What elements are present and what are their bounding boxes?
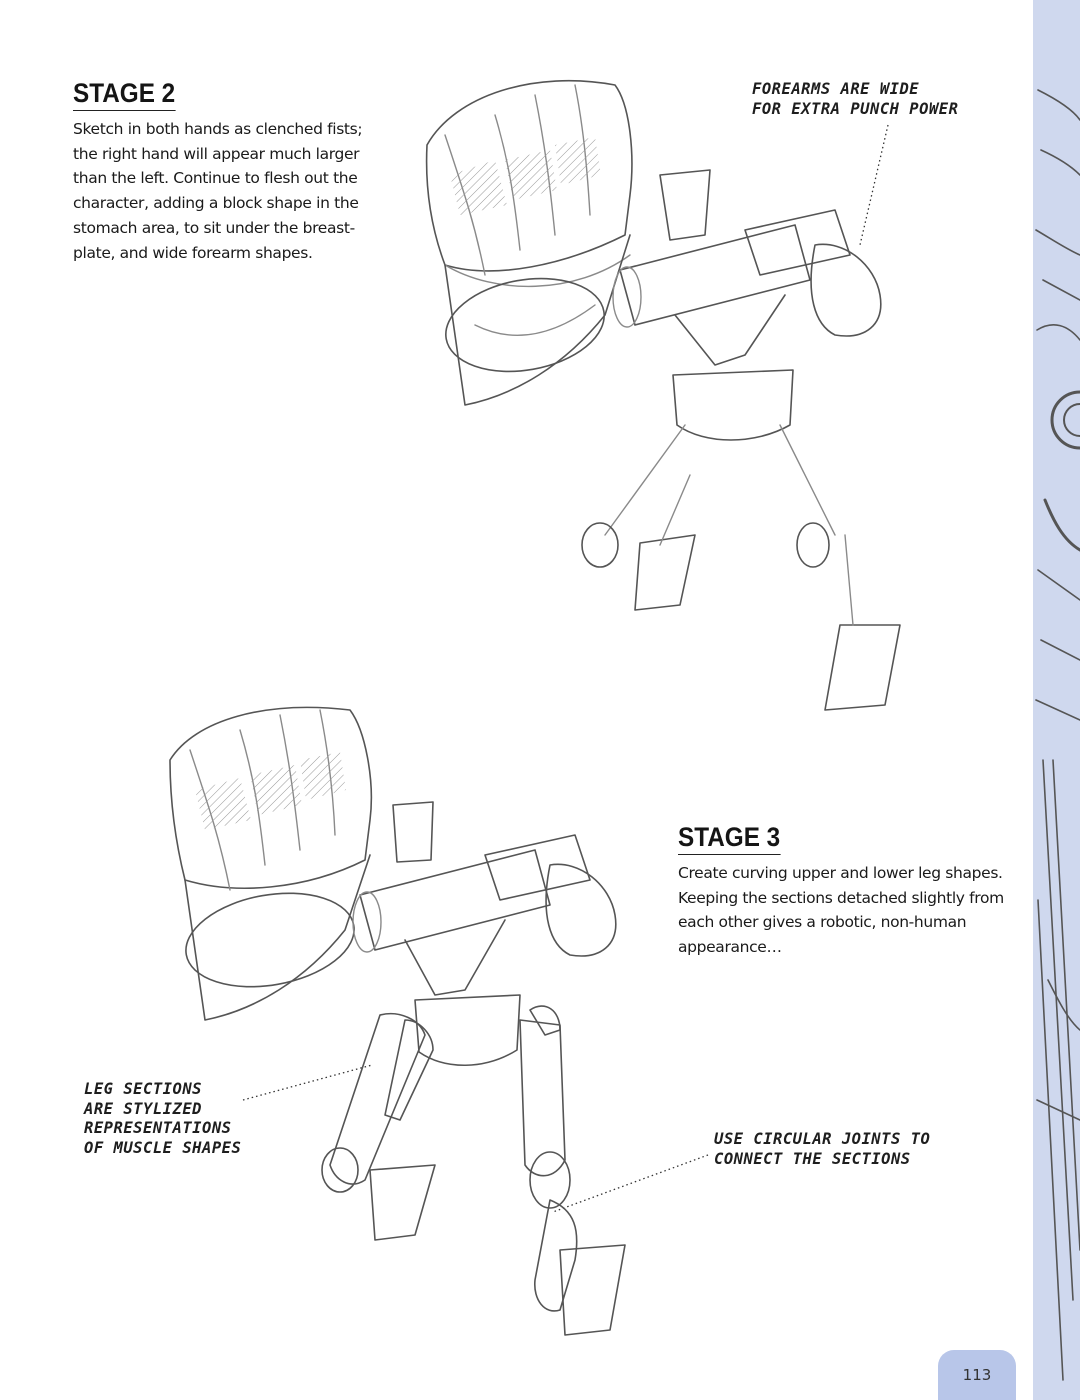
stage2-heading: STAGE 2 bbox=[73, 78, 175, 111]
page-number: 113 bbox=[962, 1366, 992, 1384]
side-band-sketch-art bbox=[1033, 0, 1080, 1400]
stage2-robot-sketch-art bbox=[415, 65, 915, 735]
stage2-robot-sketch bbox=[415, 65, 915, 735]
stage3-robot-sketch-art bbox=[165, 690, 635, 1380]
annotation-forearms: FOREARMS ARE WIDE FOR EXTRA PUNCH POWER bbox=[752, 80, 959, 118]
side-band-sketch bbox=[1033, 0, 1080, 1400]
stage3-body: Create curving upper and lower leg shapes. Keeping the sections detached slightly from each other gives a robotic, non-human appearance… bbox=[678, 864, 1004, 957]
stage3-robot-sketch bbox=[165, 690, 635, 1380]
annotation-joints: USE CIRCULAR JOINTS TO CONNECT THE SECTIONS bbox=[714, 1130, 931, 1168]
stage2-body: Sketch in both hands as clenched fists; the right hand will appear much larger than the left. Continue to flesh out the character, adding a block shape in the stomach area, to sit under the breast-plate, and wide forearm shapes. bbox=[73, 120, 363, 262]
stage3-heading: STAGE 3 bbox=[678, 822, 780, 855]
annotation-legs: LEG SECTIONS ARE STYLIZED REPRESENTATIONS OF MUSCLE SHAPES bbox=[84, 1080, 242, 1157]
page-number-tab bbox=[938, 1350, 1016, 1400]
